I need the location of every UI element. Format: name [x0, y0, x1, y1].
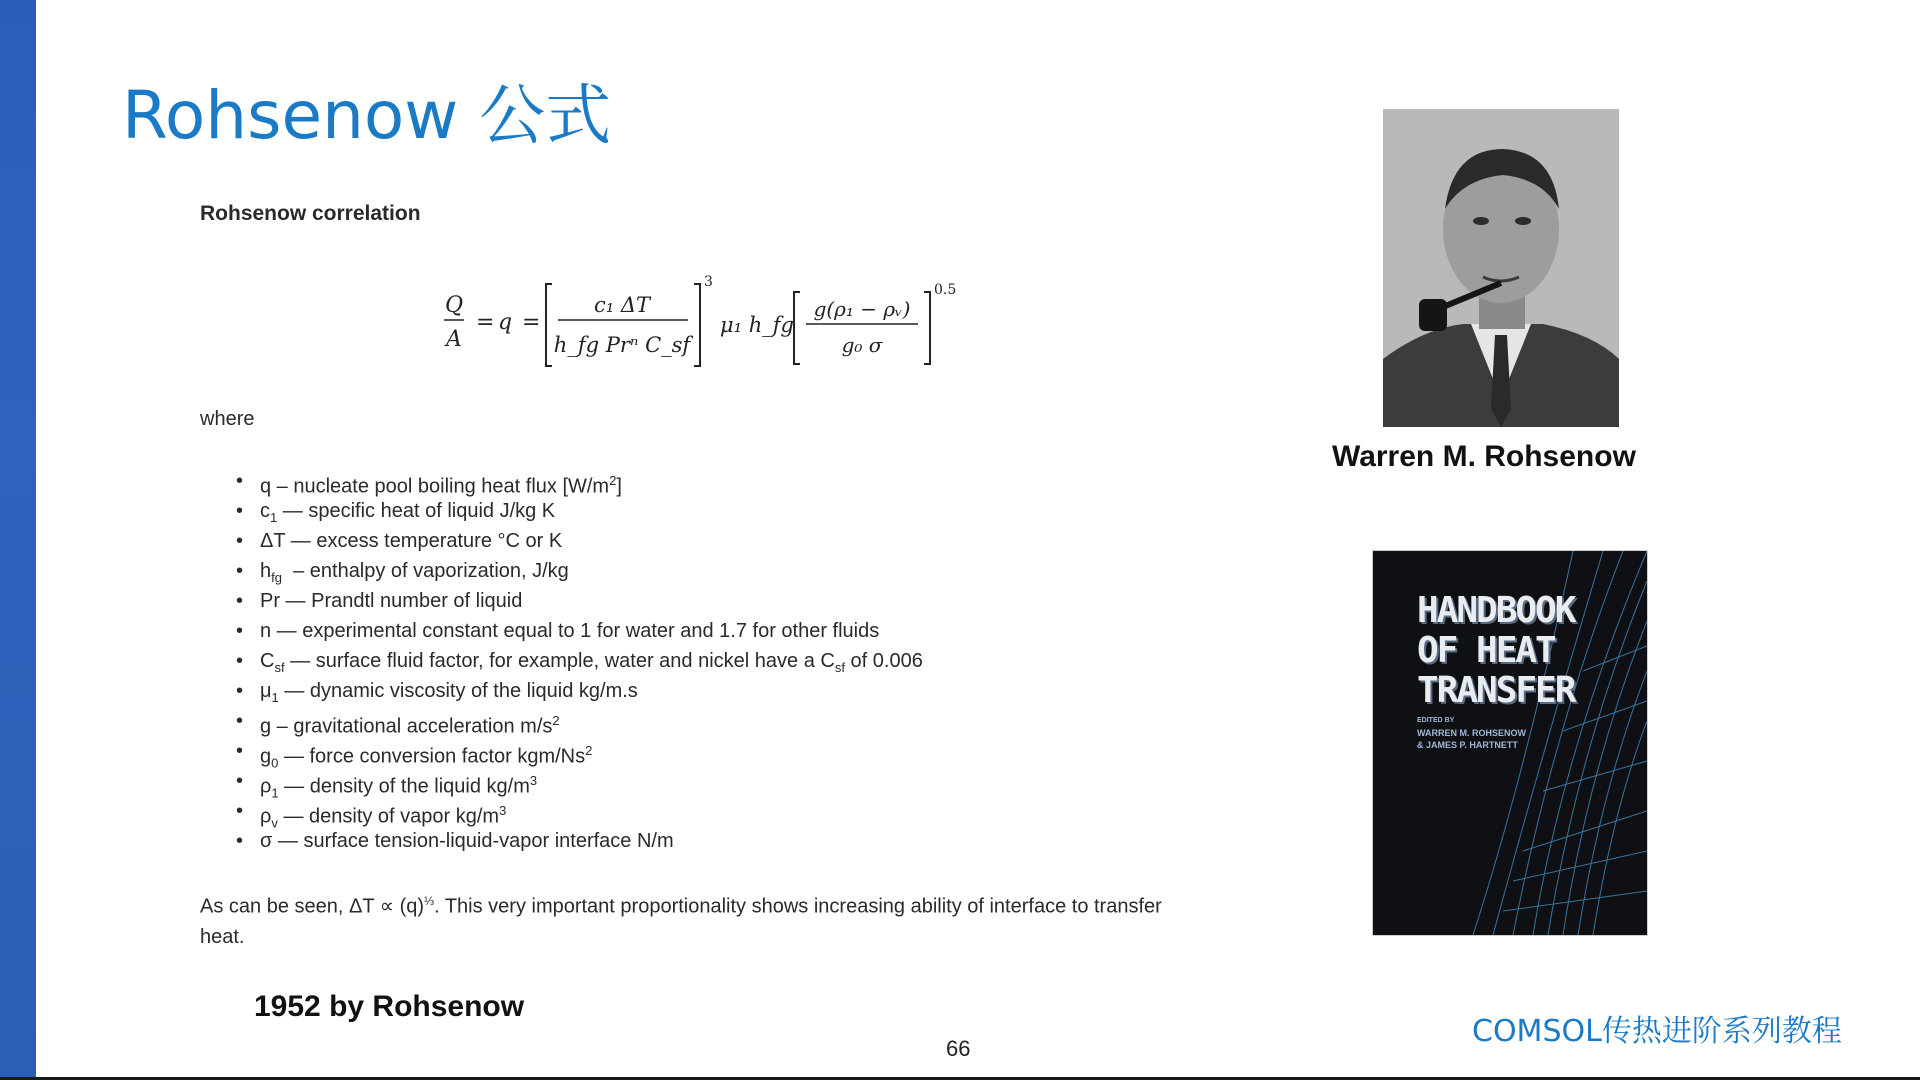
- formula-equals-1: =: [476, 310, 495, 335]
- footer-brand: COMSOL传热进阶系列教程: [1472, 1014, 1842, 1049]
- variable-item: • σ — surface tension-liquid-vapor interface N/m: [232, 826, 923, 856]
- formula-q: q: [498, 310, 513, 335]
- year-note: 1952 by Rohsenow: [254, 990, 525, 1023]
- book-title: HANDBOOK OF HEAT TRANSFER: [1417, 590, 1575, 711]
- formula-middle-term: μ₁ h_fg: [720, 313, 794, 337]
- variable-item: • g – gravitational acceleration $m/s^2$: [232, 706, 923, 736]
- variable-list: [232, 466, 923, 856]
- slide-title: Rohsenow 公式: [122, 77, 612, 154]
- formula-frac2-numerator: g(ρ₁ − ρᵥ): [813, 297, 911, 321]
- formula-lhs-numerator: Q: [444, 293, 464, 318]
- rohsenow-formula: [440, 272, 960, 372]
- correlation-heading: Rohsenow correlation: [200, 202, 421, 225]
- variable-item: • $C_{sf}$ — surface fluid factor, for example, water and nickel have a $C_{sf}$ of 0.006: [232, 646, 923, 676]
- portrait-photo: [1383, 109, 1619, 427]
- formula-exponent-1: 3: [704, 274, 713, 290]
- formula-lhs-denominator: A: [446, 327, 462, 352]
- variable-item: • Pr — Prandtl number of liquid: [232, 586, 923, 616]
- conclusion-text: As can be seen, $\Delta T \propto (q)^{\frac{1}{3}}$. This very important proportionality shows increasing ability of interface to transfer heat.: [200, 894, 1162, 948]
- variable-item: • n — experimental constant equal to 1 for water and 1.7 for other fluids: [232, 616, 923, 646]
- variable-item: • ΔT — excess temperature °C or K: [232, 526, 923, 556]
- page-number: 66: [946, 1036, 971, 1061]
- formula-equals-2: =: [522, 310, 541, 335]
- variable-item: • $h_{fg}$ – enthalpy of vaporization, J/kg: [232, 556, 923, 586]
- formula-frac2-denominator: g₀ σ: [841, 333, 883, 357]
- where-label: where: [200, 408, 255, 430]
- book-cover: [1372, 550, 1648, 936]
- variable-item: • $\rho_v$ — density of vapor $kg/m^3$: [232, 796, 923, 826]
- formula-exponent-2: 0.5: [934, 282, 957, 298]
- variable-item: • $g_0$ — force conversion factor kgm/Ns$^2$: [232, 736, 923, 766]
- variable-item: • $\rho_1$ — density of the liquid $kg/m^3$: [232, 766, 923, 796]
- formula-frac1-numerator: c₁ ΔT: [593, 293, 651, 317]
- variable-item: • $c_1$ — specific heat of liquid J/kg K: [232, 496, 923, 526]
- formula-frac1-denominator: h_fg Prⁿ C_sf: [553, 333, 691, 357]
- variable-item: • $\mu_1$ — dynamic viscosity of the liquid kg/m.s: [232, 676, 923, 706]
- book-editors: EDITED BY WARREN M. ROHSENOW & JAMES P. HARTNETT: [1417, 717, 1526, 750]
- portrait-name: Warren M. Rohsenow: [1332, 440, 1636, 473]
- variable-item: • q – nucleate pool boiling heat flux $[W/m^2]$: [232, 466, 923, 496]
- left-accent-bar: [0, 0, 36, 1080]
